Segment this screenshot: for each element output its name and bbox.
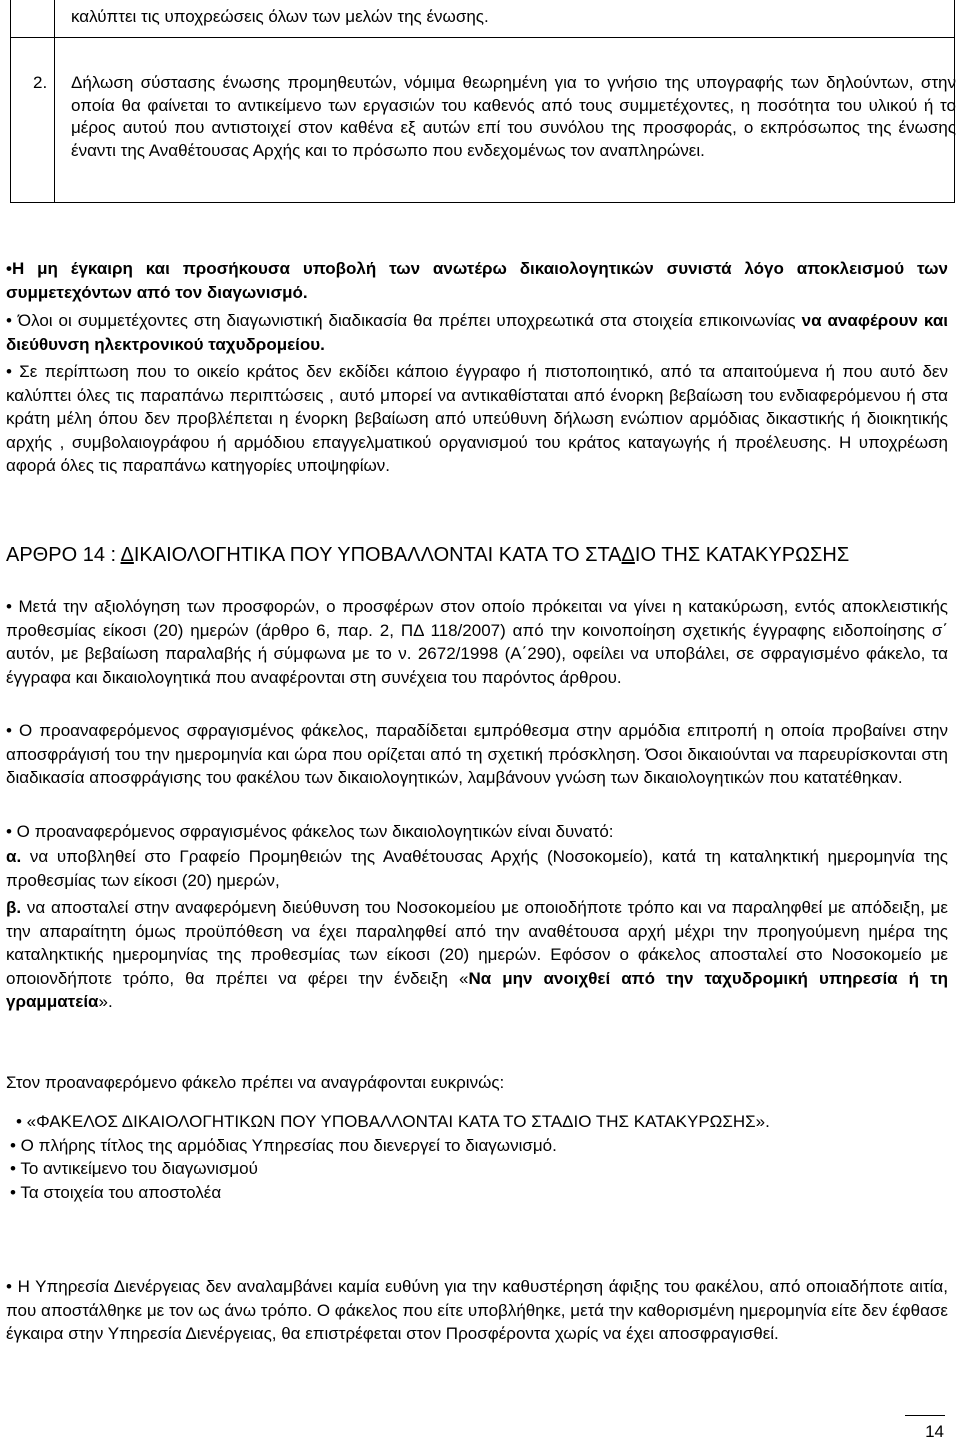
table-row-2-text: Δήλωση σύστασης ένωσης προμηθευτών, νόμιμα θεωρημένη για το γνήσιο της υπογραφής των δηλούντων, στην οποία θα φαίνεται το αντικείμενο των εργασιών του καθενός από τους συμμετέχοντες, η ποσότητα του υλικού ή το μέρος αυτού που αντιστοιχεί στον καθένα εξ αυτών επί του συνόλου της προσφοράς, ο εκπρόσωπος της ένωσης έναντι της Αναθέτουσας Αρχής και το πρόσωπο που ενδεχομένως τον αναπληρώνει. bbox=[71, 73, 956, 160]
option-a-label: α. bbox=[6, 847, 22, 866]
note-sworn-statement: • Σε περίπτωση που το οικείο κράτος δεν εκδίδει κάποιο έγγραφο ή πιστοποιητικό, από τα απαιτούμενα ή που αυτό δεν καλύπτει όλες τις παραπάνω περιπτώσεις , αυτό μπορεί να αντικαθίσταται από ένορκη βεβαίωση του ενδιαφερόμενου ή στα κράτη μέλη όπου δεν προβλέπεται η ένορκη βεβαίωση από υπεύθυνη δήλωση ενώπιον αρμόδιας δικαστικής ή διοικητικής αρχής , συμβολαιογράφου ή αρμόδιου επαγγελματικού οργανισμού του κράτος καταγωγής ή προέλευσης. Η υποχρέωση αφορά όλες τις παραπάνω κατηγορίες υποψηφίων. bbox=[6, 362, 948, 475]
envelope-items-list bbox=[10, 1110, 940, 1204]
option-b-text: να αποσταλεί στην αναφερόμενη διεύθυνση του Νοσοκομείου με οποιοδήποτε τρόπο και να παραληφθεί με απόδειξη, με την απαραίτητη όμως προϋπόθεση να έχει παραληφθεί από την αναθέτουσα αρχή μέχρι την προηγούμενη ημέρα της καταληκτικής ημερομηνίας της προθεσμίας των είκοσι (20) ημερών. Εφόσον ο φάκελος αποσταλεί στο Νοσοκομείο με οποιονδήποτε τρόπο, θα πρέπει να φέρει την ένδειξη « bbox=[6, 898, 948, 988]
option-b-bold: Να μην ανοιχθεί από την ταχυδρομική υπηρεσία ή τη γραμματεία bbox=[6, 968, 948, 1011]
note-exclusion: •Η μη έγκαιρη και προσήκουσα υποβολή των ανωτέρω δικαιολογητικών συνιστά λόγο αποκλεισμού των συμμετεχόντων από τον διαγωνισμό. bbox=[6, 259, 948, 302]
note-email-bold: να αναφέρουν και διεύθυνση ηλεκτρονικού ταχυδρομείου. bbox=[6, 311, 948, 354]
option-b bbox=[6, 896, 948, 1014]
page-number: 14 bbox=[925, 1422, 944, 1441]
option-a-text: να υποβληθεί στο Γραφείο Προμηθειών της Αναθέτουσας Αρχής (Νοσοκομείο), κατά τη καταληκτική ημερομηνία της προθεσμίας των είκοσι (20) ημερών, bbox=[6, 847, 948, 890]
article-heading-end: ΙΟ ΤΗΣ ΚΑΤΑΚΥΡΩΣΗΣ bbox=[634, 544, 850, 566]
footer-divider bbox=[905, 1415, 945, 1416]
article-paragraph-3: • Ο προαναφερόμενος σφραγισμένος φάκελος των δικαιολογητικών είναι δυνατό: bbox=[6, 822, 614, 841]
table-column-divider bbox=[54, 0, 55, 202]
note-email-text: • Όλοι οι συμμετέχοντες στη διαγωνιστική διαδικασία θα πρέπει υποχρεωτικά στα στοιχεία επικοινωνίας bbox=[6, 311, 802, 330]
table-row-2-number: 2. bbox=[33, 73, 48, 92]
envelope-item: • «ΦΑΚΕΛΟΣ ΔΙΚΑΙΟΛΟΓΗΤΙΚΩΝ ΠΟΥ ΥΠΟΒΑΛΛΟΝΤΑΙ ΚΑΤΑ ΤΟ ΣΤΑΔΙΟ ΤΗΣ ΚΑΤΑΚΥΡΩΣΗΣ». bbox=[16, 1112, 770, 1131]
envelope-item: • Το αντικείμενο του διαγωνισμού bbox=[10, 1159, 258, 1178]
envelope-intro: Στον προαναφερόμενο φάκελο πρέπει να αναγράφονται ευκρινώς: bbox=[6, 1073, 505, 1092]
option-b-end: ». bbox=[98, 992, 113, 1011]
article-paragraph-1: • Μετά την αξιολόγηση των προσφορών, ο προσφέρων στον οποίο πρόκειται να γίνει η κατακύρωση, εντός αποκλειστικής προθεσμίας είκοσι (20) ημερών (άρθρο 6, παρ. 2, ΠΔ 118/2007) από την κοινοποίηση σχετικής έγγραφης ειδοποίησης σ΄ αυτόν, με βεβαίωση παραλαβής ή σύμφωνα με το ν. 2672/1998 (Α΄290), οφείλει να υποβάλει, σε σφραγισμένο φάκελο, τα έγγραφα και δικαιολογητικά που αναφέρονται στη συνέχεια του παρόντος άρθρου. bbox=[6, 597, 948, 687]
article-heading-underlined-2: Δ bbox=[621, 544, 635, 566]
note-email bbox=[6, 309, 948, 356]
final-paragraph: • Η Υπηρεσία Διενέργειας δεν αναλαμβάνει καμία ευθύνη για την καθυστέρηση άφιξης του φακέλου, από οποιαδήποτε αιτία, που αποστάλθηκε με τον ως άνω τρόπο. Ο φάκελος που είτε υποβλήθηκε, μετά την καθορισμένη ημερομηνία είτε δεν έφθασε έγκαιρα στην Υπηρεσία Διενέργειας, θα επιστρέφεται στον Προσφέροντα χωρίς να έχει αποσφραγισθεί. bbox=[6, 1277, 948, 1343]
table-row-1-text: καλύπτει τις υποχρεώσεις όλων των μελών της ένωσης. bbox=[71, 7, 489, 26]
envelope-item: • Ο πλήρης τίτλος της αρμόδιας Υπηρεσίας που διενεργεί το διαγωνισμό. bbox=[10, 1135, 557, 1155]
table-row-divider bbox=[11, 37, 954, 38]
article-paragraph-2: • Ο προαναφερόμενος σφραγισμένος φάκελος, παραδίδεται εμπρόθεσμα στην αρμόδια επιτροπή η οποία προβαίνει στην αποσφράγισή του την ημερομηνία και ώρα που ορίζεται από τη σχετική πρόσκληση. Όσοι δικαιούνται να παρευρίσκονται στη διαδικασία αποσφράγισης του φακέλου των δικαιολογητικών, λαμβάνουν γνώση των δικαιολογητικών που κατατέθηκαν. bbox=[6, 721, 948, 787]
requirements-table bbox=[10, 0, 955, 203]
article-heading-prefix: ΑΡΘΡΟ 14 : bbox=[6, 544, 121, 566]
article-heading-middle: ΙΚΑΙΟΛΟΓΗΤΙΚΑ ΠΟΥ ΥΠΟΒΑΛΛΟΝΤΑΙ ΚΑΤΑ ΤΟ ΣΤΑ bbox=[133, 544, 622, 566]
article-heading bbox=[6, 541, 948, 569]
option-b-label: β. bbox=[6, 898, 22, 917]
option-a bbox=[6, 845, 948, 892]
envelope-item: • Τα στοιχεία του αποστολέα bbox=[10, 1182, 222, 1202]
article-heading-underlined: Δ bbox=[120, 544, 134, 566]
